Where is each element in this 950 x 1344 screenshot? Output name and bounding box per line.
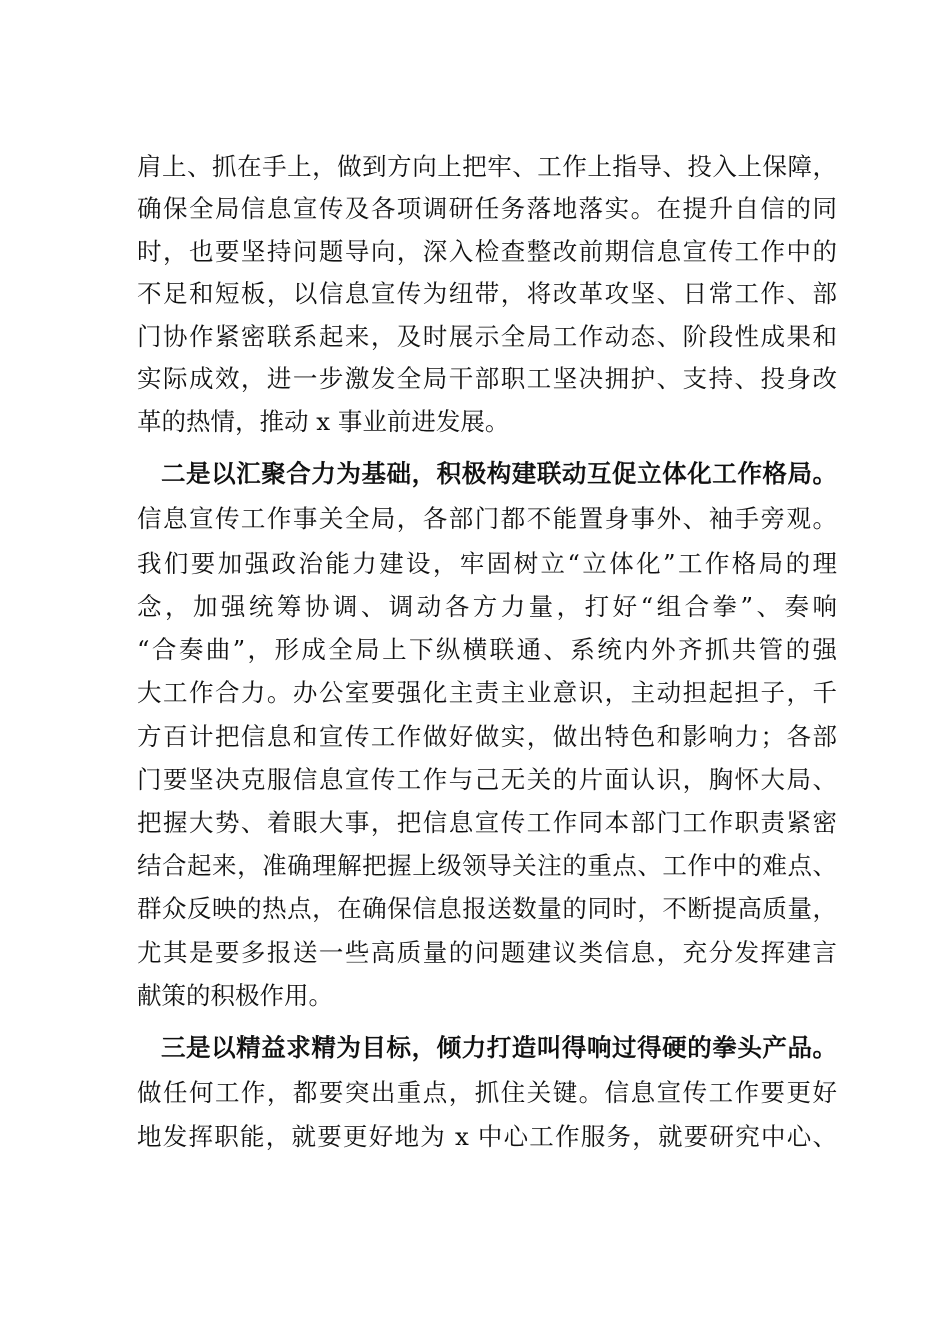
paragraph-heading: 三是以精益求精为目标，倾力打造叫得响过得硬的拳头产品。 — [161, 1033, 837, 1062]
text-line: 确保全局信息宣传及各项调研任务落地落实。在提升自信的同 — [137, 194, 837, 223]
text-line: 地发挥职能，就要更好地为 x 中心工作服务，就要研究中心、 — [137, 1122, 837, 1151]
text-line: 革的热情，推动 x 事业前进发展。 — [137, 407, 510, 436]
text-line: 我们要加强政治能力建设，牢固树立“立体化”工作格局的理 — [137, 549, 837, 578]
text-line: 做任何工作，都要突出重点，抓住关键。信息宣传工作要更好 — [137, 1078, 837, 1107]
text-line: 方百计把信息和宣传工作做好做实，做出特色和影响力；各部 — [137, 722, 837, 751]
text-line: 实际成效，进一步激发全局干部职工坚决拥护、支持、投身改 — [137, 364, 837, 393]
text-line: 献策的积极作用。 — [137, 981, 333, 1010]
text-line: 时，也要坚持问题导向，深入检查整改前期信息宣传工作中的 — [137, 237, 837, 266]
paragraph-heading: 二是以汇聚合力为基础，积极构建联动互促立体化工作格局。 — [161, 459, 837, 488]
text-line: 门要坚决克服信息宣传工作与己无关的片面认识，胸怀大局、 — [137, 765, 837, 794]
text-line: “合奏曲”，形成全局上下纵横联通、系统内外齐抓共管的强 — [137, 635, 837, 664]
text-line: 大工作合力。办公室要强化主责主业意识，主动担起担子，千 — [137, 678, 837, 707]
text-line: 念，加强统筹协调、调动各方力量，打好“组合拳”、奏响 — [137, 592, 837, 621]
text-line: 尤其是要多报送一些高质量的问题建议类信息，充分发挥建言 — [137, 938, 837, 967]
text-line: 不足和短板，以信息宣传为纽带，将改革攻坚、日常工作、部 — [137, 279, 837, 308]
text-line: 群众反映的热点，在确保信息报送数量的同时，不断提高质量， — [137, 894, 837, 923]
text-line: 信息宣传工作事关全局，各部门都不能置身事外、袖手旁观。 — [137, 504, 837, 533]
text-line: 肩上、抓在手上，做到方向上把牢、工作上指导、投入上保障， — [137, 152, 837, 181]
text-line: 把握大势、着眼大事，把信息宣传工作同本部门工作职责紧密 — [137, 808, 837, 837]
text-line: 结合起来，准确理解把握上级领导关注的重点、工作中的难点、 — [137, 851, 837, 880]
text-line: 门协作紧密联系起来，及时展示全局工作动态、阶段性成果和 — [137, 322, 837, 351]
